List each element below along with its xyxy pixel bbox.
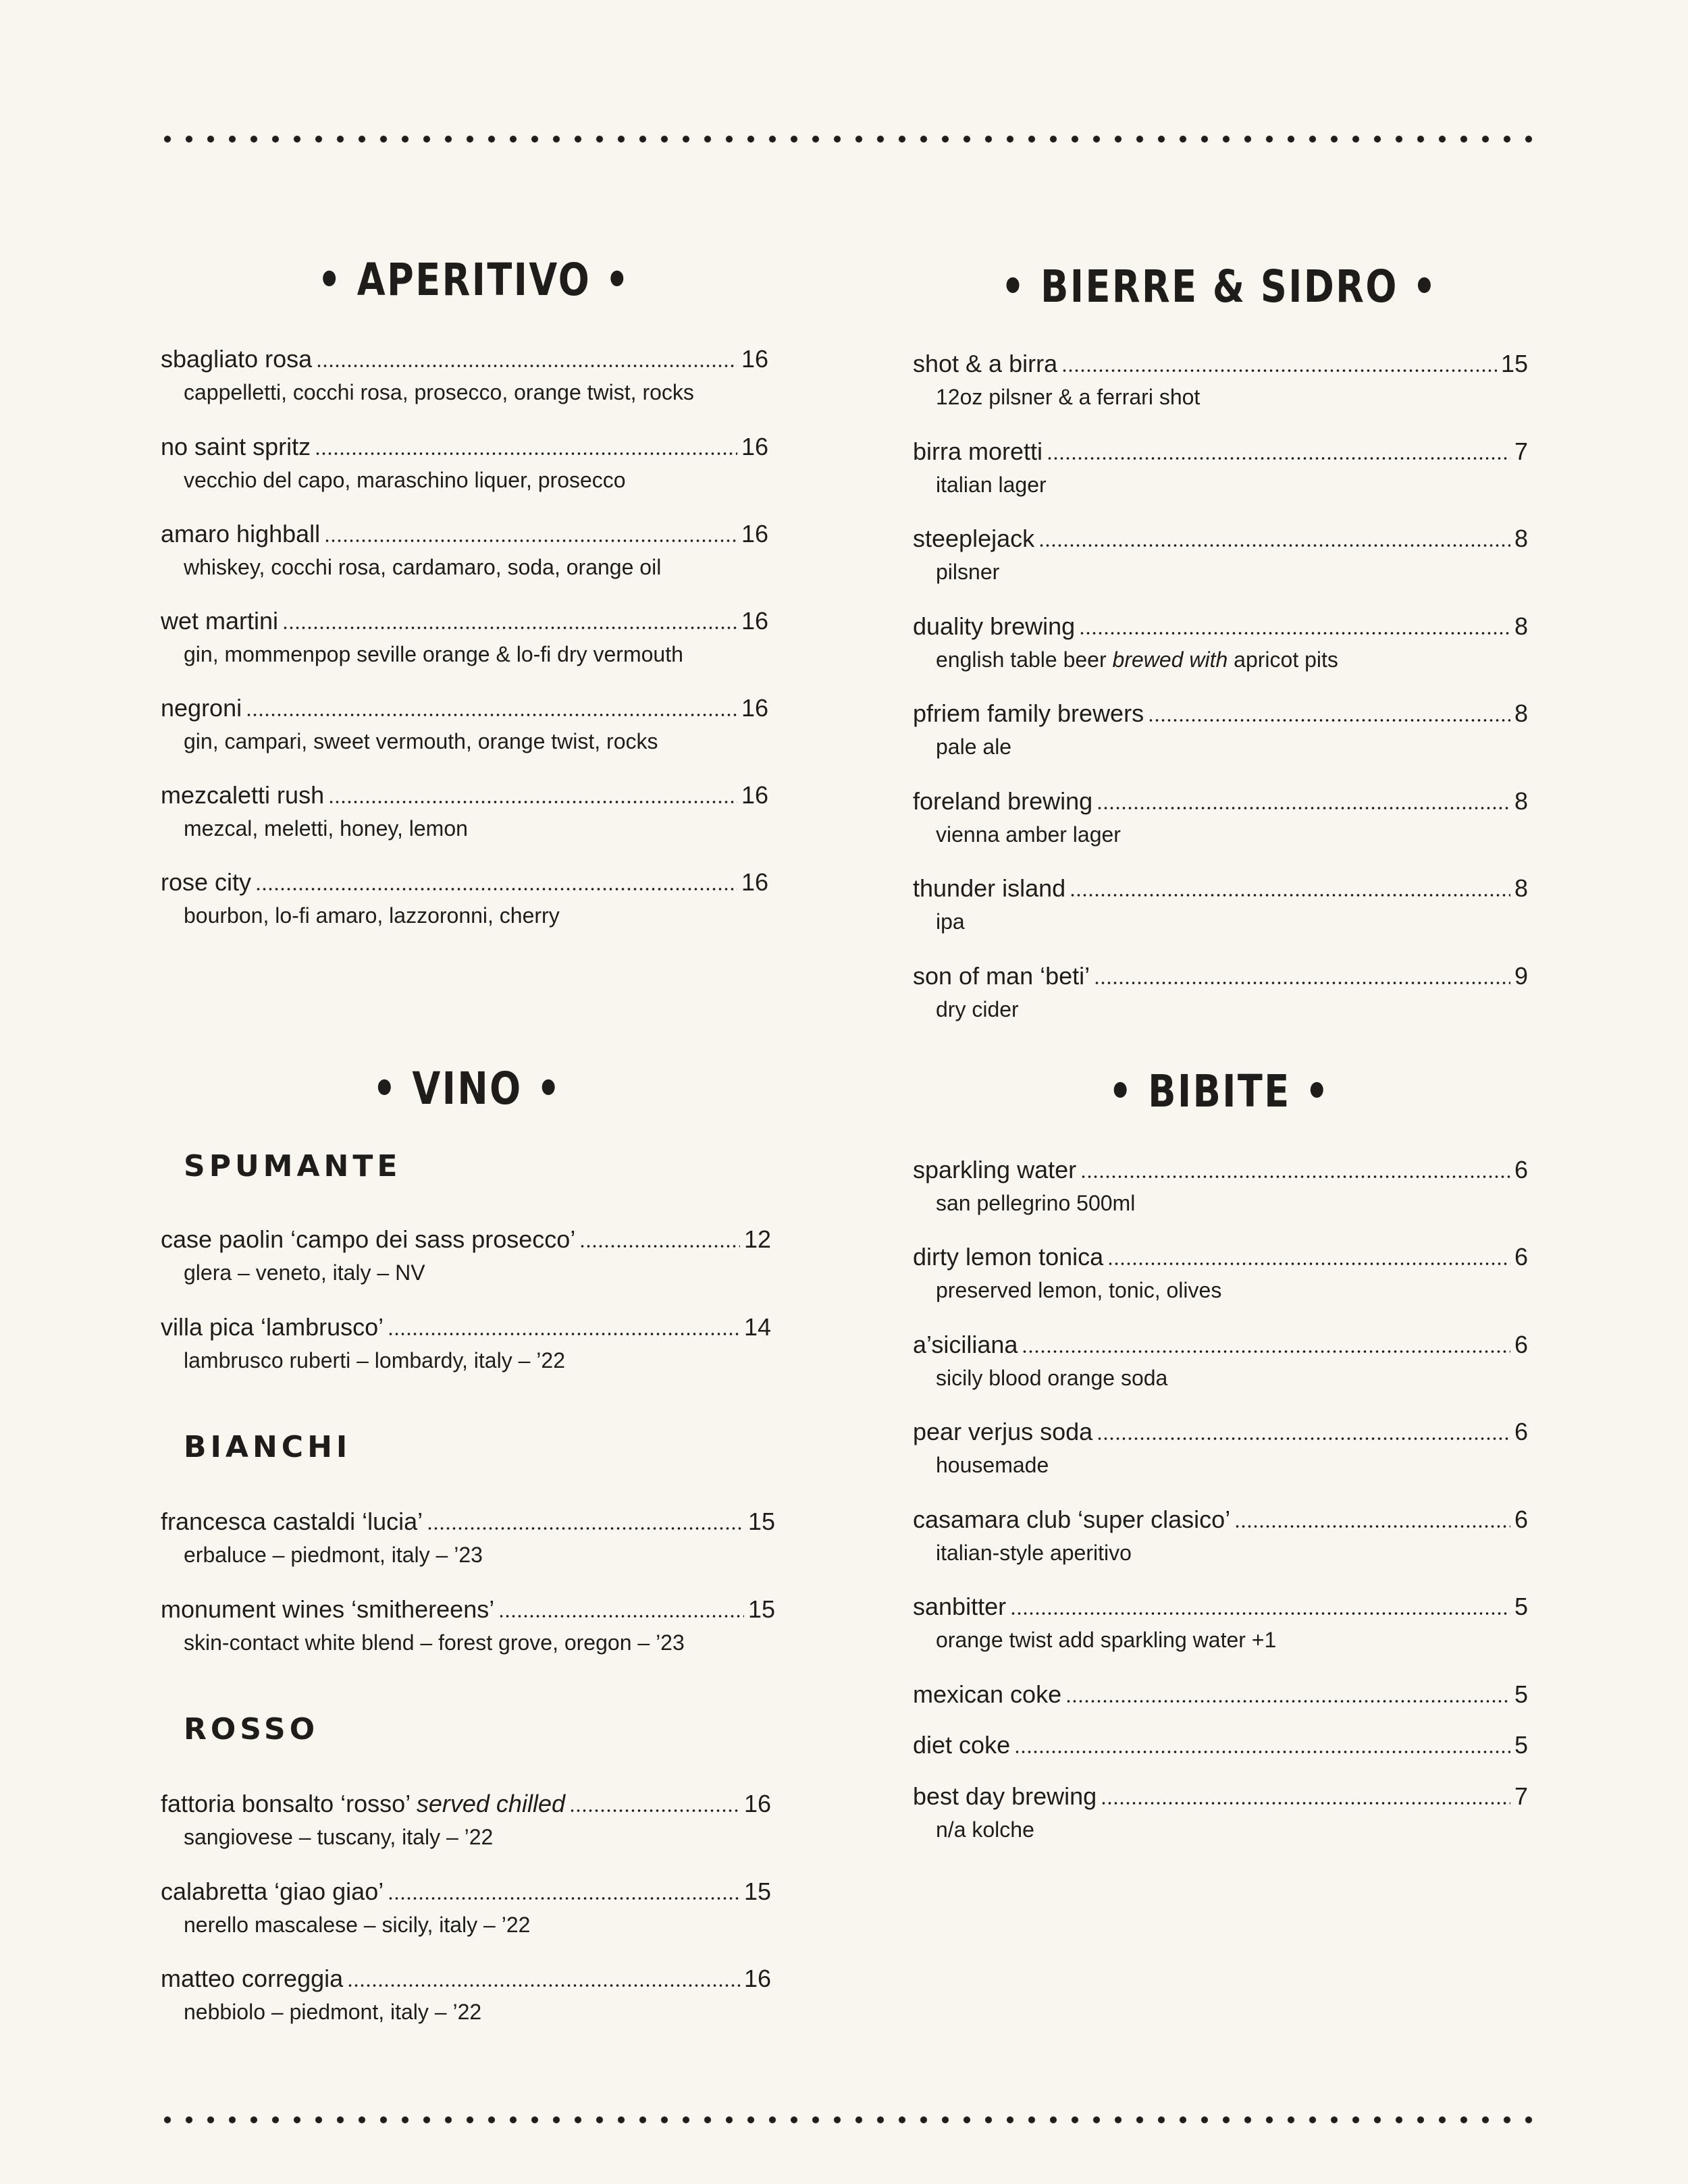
item-price: 16 xyxy=(741,520,768,548)
dot-leader xyxy=(1038,523,1510,555)
dot-leader xyxy=(1097,1416,1510,1448)
item-price: 16 xyxy=(741,433,768,460)
dot-leader xyxy=(579,1223,740,1256)
item-name: casamara club ‘super clasico’ xyxy=(913,1506,1231,1533)
item-name: diet coke xyxy=(913,1731,1011,1759)
dot-leader xyxy=(1014,1729,1510,1761)
item-name-text: fattoria bonsalto ‘rosso’ xyxy=(161,1790,417,1817)
menu-item xyxy=(161,343,768,406)
item-name: francesca castaldi ‘lucia’ xyxy=(161,1508,423,1535)
item-price: 16 xyxy=(741,345,768,373)
item-price: 5 xyxy=(1514,1593,1528,1620)
subheading-rosso: ROSSO xyxy=(184,1712,319,1747)
menu-item xyxy=(161,605,768,668)
item-name: foreland brewing xyxy=(913,787,1093,815)
dot-leader xyxy=(1022,1329,1510,1361)
item-description: italian lager xyxy=(936,473,1047,497)
item-description: vienna amber lager xyxy=(936,822,1121,847)
menu-item xyxy=(161,431,768,494)
dot-leader xyxy=(569,1788,740,1820)
dot-leader xyxy=(1070,872,1510,905)
item-name: calabretta ‘giao giao’ xyxy=(161,1877,384,1905)
item-name: son of man ‘beti’ xyxy=(913,962,1090,990)
item-name: amaro highball xyxy=(161,520,321,548)
top-dotted-border xyxy=(157,132,1533,146)
bottom-dotted-border xyxy=(157,2113,1533,2127)
menu-item xyxy=(161,1788,771,1851)
dot-leader xyxy=(1010,1591,1510,1623)
item-price: 6 xyxy=(1514,1418,1528,1445)
menu-item xyxy=(161,1311,771,1375)
item-description: glera – veneto, italy – NV xyxy=(184,1260,425,1285)
dot-leader xyxy=(255,866,737,899)
item-name: sparkling water xyxy=(913,1156,1077,1183)
item-name-emphasis: served chilled xyxy=(416,1790,565,1817)
item-price: 16 xyxy=(741,694,768,722)
item-price: 16 xyxy=(741,607,768,635)
menu-item xyxy=(161,779,768,843)
item-description-emphasis: brewed with xyxy=(1112,647,1228,672)
item-description: gin, campari, sweet vermouth, orange twist, rocks xyxy=(184,729,658,753)
item-description: whiskey, cocchi rosa, cardamaro, soda, orange oil xyxy=(184,555,662,579)
item-description: housemade xyxy=(936,1453,1049,1477)
section-title-aperitivo: • APERITIVO • xyxy=(317,254,631,306)
section-title-vino: • VINO • xyxy=(373,1063,562,1115)
dot-leader xyxy=(1061,348,1497,380)
dot-leader xyxy=(328,779,737,811)
dot-leader xyxy=(1148,697,1510,730)
dot-leader xyxy=(1065,1678,1510,1711)
item-price: 8 xyxy=(1514,525,1528,552)
item-name: negroni xyxy=(161,694,242,722)
item-description: pale ale xyxy=(936,735,1012,759)
dot-leader xyxy=(316,343,737,375)
menu-item xyxy=(913,872,1528,936)
dot-leader xyxy=(1107,1241,1510,1273)
item-description: orange twist add sparkling water +1 xyxy=(936,1628,1277,1652)
menu-item xyxy=(913,348,1528,411)
item-name: rose city xyxy=(161,868,252,896)
menu-item xyxy=(913,1591,1528,1654)
item-name: villa pica ‘lambrusco’ xyxy=(161,1313,384,1341)
item-name: duality brewing xyxy=(913,612,1076,640)
menu-item xyxy=(913,435,1528,499)
item-price: 7 xyxy=(1514,437,1528,465)
dot-leader xyxy=(282,605,737,637)
menu-item xyxy=(913,523,1528,586)
item-price: 8 xyxy=(1514,699,1528,727)
item-price: 12 xyxy=(743,1225,771,1253)
dot-leader xyxy=(1234,1503,1510,1536)
item-description: pilsner xyxy=(936,560,1000,584)
item-description-text: apricot pits xyxy=(1228,647,1338,672)
menu-item xyxy=(161,866,768,930)
menu-item xyxy=(161,1875,771,1939)
item-description: lambrusco ruberti – lombardy, italy – ’22 xyxy=(184,1348,565,1373)
menu-item xyxy=(913,1780,1528,1844)
menu-item xyxy=(913,1329,1528,1392)
menu-item xyxy=(913,1729,1528,1761)
dot-leader xyxy=(324,518,737,550)
item-name: matteo correggia xyxy=(161,1965,344,1992)
item-description xyxy=(936,645,1528,674)
item-description: san pellegrino 500ml xyxy=(936,1191,1136,1215)
section-title-bierre-sidro: • BIERRE & SIDRO • xyxy=(1001,261,1438,313)
item-price: 6 xyxy=(1514,1331,1528,1358)
item-description: sicily blood orange soda xyxy=(936,1366,1168,1390)
item-price: 5 xyxy=(1514,1731,1528,1759)
item-price: 15 xyxy=(1500,350,1528,377)
menu-item xyxy=(913,960,1528,1023)
item-name: wet martini xyxy=(161,607,279,635)
dot-leader xyxy=(427,1506,744,1538)
menu-item xyxy=(161,1506,775,1569)
dot-leader xyxy=(388,1875,740,1908)
item-description: erbaluce – piedmont, italy – ’23 xyxy=(184,1543,483,1567)
item-price: 9 xyxy=(1514,962,1528,990)
item-price: 16 xyxy=(743,1965,771,1992)
item-description: skin-contact white blend – forest grove, oregon – ’23 xyxy=(184,1630,685,1655)
item-price: 8 xyxy=(1514,787,1528,815)
item-price: 7 xyxy=(1514,1782,1528,1810)
menu-item xyxy=(913,1503,1528,1567)
dot-leader xyxy=(1047,435,1510,468)
item-price: 8 xyxy=(1514,612,1528,640)
item-price: 15 xyxy=(743,1877,771,1905)
item-description: bourbon, lo-fi amaro, lazzoronni, cherry xyxy=(184,903,560,928)
dot-leader xyxy=(1101,1780,1510,1813)
item-price: 5 xyxy=(1514,1680,1528,1708)
item-description: vecchio del capo, maraschino liquer, prosecco xyxy=(184,468,626,492)
menu-item xyxy=(161,1223,771,1287)
item-description: 12oz pilsner & a ferrari shot xyxy=(936,385,1201,409)
dot-leader xyxy=(1094,960,1510,992)
item-price: 6 xyxy=(1514,1243,1528,1271)
item-description: nebbiolo – piedmont, italy – ’22 xyxy=(184,2000,482,2024)
dot-leader xyxy=(1080,1154,1510,1186)
item-description: mezcal, meletti, honey, lemon xyxy=(184,816,468,841)
subheading-spumante: SPUMANTE xyxy=(184,1149,402,1183)
item-name: sanbitter xyxy=(913,1593,1007,1620)
menu-item xyxy=(161,692,768,755)
dot-leader xyxy=(246,692,737,724)
menu-item xyxy=(913,1154,1528,1217)
menu-item xyxy=(161,518,768,581)
item-name: sbagliato rosa xyxy=(161,345,313,373)
item-name: monument wines ‘smithereens’ xyxy=(161,1595,495,1623)
item-name: mezcaletti rush xyxy=(161,781,325,809)
item-description-text: english table beer xyxy=(936,647,1113,672)
item-price: 6 xyxy=(1514,1506,1528,1533)
item-price: 16 xyxy=(741,868,768,896)
item-name: pear verjus soda xyxy=(913,1418,1093,1445)
item-description: dry cider xyxy=(936,997,1019,1021)
item-name: mexican coke xyxy=(913,1680,1062,1708)
item-name: birra moretti xyxy=(913,437,1043,465)
subheading-bianchi: BIANCHI xyxy=(184,1430,352,1464)
menu-item xyxy=(161,1593,775,1657)
item-description: cappelletti, cocchi rosa, prosecco, orange twist, rocks xyxy=(184,380,694,404)
item-description: italian-style aperitivo xyxy=(936,1541,1132,1565)
item-price: 6 xyxy=(1514,1156,1528,1183)
item-description: sangiovese – tuscany, italy – ’22 xyxy=(184,1825,494,1849)
dot-leader xyxy=(347,1963,740,1995)
dot-leader xyxy=(315,431,737,463)
item-description: nerello mascalese – sicily, italy – ’22 xyxy=(184,1913,531,1937)
item-price: 15 xyxy=(747,1508,775,1535)
dot-leader xyxy=(1079,610,1510,643)
item-description: ipa xyxy=(936,909,965,934)
section-title-bibite: • BIBITE • xyxy=(1108,1065,1331,1117)
dot-leader xyxy=(1097,785,1510,818)
dot-leader xyxy=(388,1311,740,1343)
item-price: 16 xyxy=(741,781,768,809)
item-description: gin, mommenpop seville orange & lo-fi dry vermouth xyxy=(184,642,683,666)
item-name: case paolin ‘campo dei sass prosecco’ xyxy=(161,1225,576,1253)
item-name: thunder island xyxy=(913,874,1066,902)
item-description: preserved lemon, tonic, olives xyxy=(936,1278,1222,1302)
menu-item xyxy=(913,785,1528,849)
menu-item xyxy=(913,1416,1528,1479)
item-name: pfriem family brewers xyxy=(913,699,1144,727)
menu-item xyxy=(913,697,1528,761)
menu-item xyxy=(913,610,1528,674)
item-price: 14 xyxy=(743,1313,771,1341)
item-name: no saint spritz xyxy=(161,433,311,460)
item-name: steeplejack xyxy=(913,525,1035,552)
menu-item xyxy=(913,1678,1528,1711)
item-name xyxy=(161,1788,565,1820)
item-price: 8 xyxy=(1514,874,1528,902)
item-description: n/a kolche xyxy=(936,1817,1034,1842)
item-name: shot & a birra xyxy=(913,350,1058,377)
item-price: 15 xyxy=(747,1595,775,1623)
dot-leader xyxy=(498,1593,744,1626)
item-price: 16 xyxy=(743,1790,771,1817)
item-name: best day brewing xyxy=(913,1782,1097,1810)
menu-item xyxy=(161,1963,771,2026)
menu-item xyxy=(913,1241,1528,1304)
item-name: a’siciliana xyxy=(913,1331,1018,1358)
item-name: dirty lemon tonica xyxy=(913,1243,1104,1271)
